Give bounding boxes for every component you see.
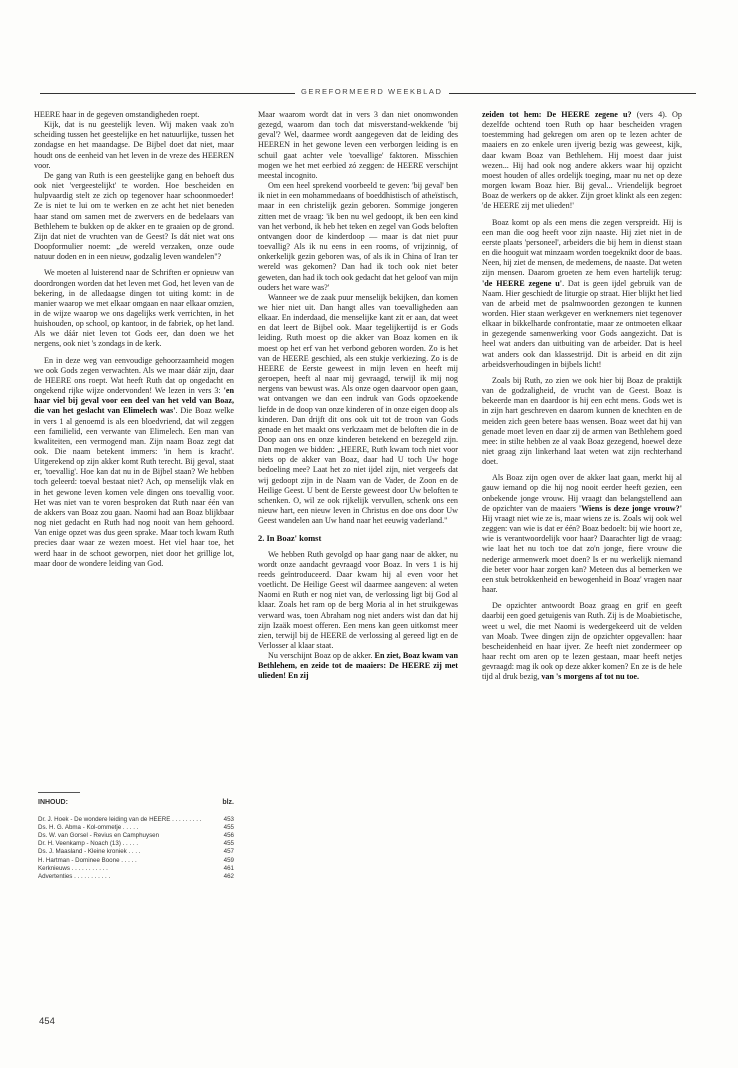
toc-row: H. Hartman - Dominee Boone . . . . . 459 (38, 856, 234, 864)
paragraph: De gang van Ruth is een geestelijke gang en behoeft dus ook niet 'vergeestelijkt' te worden. Hoe bescheiden en hulpvaardig stelt ze zich op tegenover haar schoonmoeder! Ze is niet te lui om te werken en ze acht het niet beneden haar stand om samen met de zwervers en de bedelaars van Bethlehem te bukken op de akker en te graaien op de grond. Zijn dat niet de vruchten van de Geest? Is dát niet wat ons Doopformulier noemt: „de wereld verzaken, onze oude natuur doden en in een nieuw, godzalig leven wandelen"? (34, 170, 234, 262)
paragraph: Kijk, dat is nu geestelijk leven. Wij maken vaak zo'n scheiding tussen het geestelijke en het natuurlijke, tussen het zondagse en het maandagse. De Bijbel doet dat niet, maar houdt ons de eenheid van het leven in de vreze des HEEREN voor. (34, 120, 234, 170)
column-1 (34, 110, 234, 569)
paragraph: Nu verschijnt Boaz op de akker. En ziet, Boaz kwam van Bethlehem, en zeide tot de maaiers: De HEERE zij met ulieden! En zij (258, 651, 459, 681)
toc-heading: INHOUD: (38, 799, 68, 806)
paragraph: Boaz komt op als een mens die zegen verspreidt. Hij is een man die oog heeft voor zijn naaste. Hij ziet niet in de eerste plaats 'personeel', arbeiders die bij hem in dienst staan en die hooguit wat minzaam worden toegeknikt door de baas. Neen, hij ziet de mensen, de medemens, de naaste. Dat weten zijn mensen. Daarom groeten ze hem even hartelijk terug: 'de HEERE zegene u'. Dat is geen ijdel gebruik van de Naam. Hier geschiedt de liturgie op straat. Hier blijkt het lied van de arbeid met de psalmwoorden gezongen te kunnen worden. Hier staan werkgever en werknemers niet tegenover elkaar in bikkelharde confrontatie, maar ze ontmoeten elkaar in gezegende samenwerking voor Gods aangezicht. Dat is heel wat anders dan uitbuiting van de arbeider. Dat is heel wat anders ook dan klassestrijd. Dit is arbeid en dit zijn arbeidsverhoudingen in bijbels licht! (482, 217, 682, 369)
section-heading: 2. In Boaz' komst (258, 533, 322, 544)
page-number: 454 (39, 1016, 55, 1027)
paragraph: De opzichter antwoordt Boaz graag en grif en geeft daarbij een goed getuigenis van Ruth. Zij is de Moabietische, weet u wel, die met Naomi is wedergekeerd uit de velden van Moab. Twee dingen zijn de opzichter opgevallen: haar bescheidenheid en haar ijver. Ze heeft niet zondermeer op haar recht om aren op te lezen gestaan, maar heeft netjes gevraagd: mag ik ook op deze akker komen? En ze is de hele tijd al druk bezig, van 's morgens af tot nu toe. (482, 601, 682, 682)
scripture-quote: En ziet, Boaz kwam van Bethlehem, en zeide tot de maaiers: De HEERE zij met ulieden! En zij (258, 651, 459, 681)
scripture-quote: 'Wiens is deze jonge vrouw?' (578, 503, 682, 513)
toc-row: Ds. J. Maasland - Kleine kroniek . . . . 457 (38, 848, 234, 856)
toc-row: Dr. J. Hoek - De wondere leiding van de HEERE . . . . . . . . . 453 (38, 816, 234, 824)
running-header (40, 87, 700, 101)
toc-row: Ds. H. G. Abma - Kol-ommetje . . . . . 455 (38, 824, 234, 832)
toc-row: Kerknieuws . . . . . . . . . . . 461 (38, 864, 234, 872)
paragraph: We moeten al luisterend naar de Schriften er opnieuw van doordrongen worden dat het leven met God, het leven van de bekering, in de alledaagse dingen tot uiting komt: in de manier waarop we met elkaar omgaan en naar elkaar omzien, in de wijze waarop we ons dagelijks werk verrichten, in het huishouden, op school, op kantoor, in de fabriek, op het land. Als we dáár niet leven tot Gods eer, dan doen we het nergens, ook niet 's zondags in de kerk. (34, 268, 234, 349)
scripture-quote: 'de HEERE zegene u' (482, 278, 563, 288)
scripture-quote: 'en haar viel bij geval voor een deel van het veld van Boaz, die van het geslacht van Elimelech was' (34, 386, 234, 416)
scripture-quote: zeiden tot hem: De HEERE zegene u? (482, 110, 632, 119)
journal-title: GEREFORMEERD WEEKBLAD (295, 87, 449, 96)
toc-page-label: blz. (222, 799, 234, 806)
toc-row: Advertenties . . . . . . . . . . . 462 (38, 872, 234, 880)
paragraph: Als Boaz zijn ogen over de akker laat gaan, merkt hij al gauw iemand op die hij nog nooit eerder heeft gezien, een onbekende jonge vrouw. Hij vraagt dan belangstellend aan de opzichter van de maaiers 'Wiens is deze jonge vrouw?' Hij vraagt niet wie ze is, maar wiens ze is. Zoals wij ook wel zeggen: van wie is dat er één? Boaz bedoelt: bij wie hoort ze, wie is verantwoordelijk voor haar? Daarachter ligt de vraag: wie laat het nu toch toe dat zo'n jonge, fiere vrouw die nederige armenwerk moet doen? Is er nu werkelijk niemand die beter voor haar zorgen kan? Meteen dus al bemerken we een stuk betrokkenheid en bewogenheid in Boaz' vragen naar haar. (482, 473, 682, 595)
paragraph: We hebben Ruth gevolgd op haar gang naar de akker, nu wordt onze aandacht gevraagd voor Boaz. In vers 1 is hij reeds geïntroduceerd. Daar kwam hij al even voor het voetlicht. De Heilige Geest wil daarmee aangeven: al weten Naomi en Ruth er nog niet van, de verlossing ligt bij God al klaar. Zoals het ram op de berg Moria al in het struikgewas verward was, toen Abraham nog niet anders wist dan dat hij zijn Izaäk moest offeren. Een mens kan geen uitkomst meer zien, terwijl bij de HEERE de verlossing al gereed ligt en de Verlosser al klaar staat. (258, 549, 458, 650)
paragraph: Maar waarom wordt dat in vers 3 dan niet onomwonden gezegd, waarom dan toch dat misverstand-wekkende 'bij geval'? Wel, daarmee wordt aangegeven dat de leiding des HEEREN in het gewone leven een verborgen leiding is en schuil gaat achter vele 'toevallige' faktoren. Misschien mogen we het met eerbied zó zeggen: de HEERE verschijnt meestal incognito. (258, 110, 458, 180)
column-3 (482, 110, 682, 682)
column-2 (258, 110, 458, 682)
emphasis: van 's morgens af tot nu toe. (541, 672, 640, 682)
paragraph: HEERE haar in de gegeven omstandigheden roept. (34, 110, 200, 119)
paragraph: Om een heel sprekend voorbeeld te geven: 'bij geval' ben ik niet in een mohammedaans of boeddhistisch of atheïstisch, maar in een christelijk gezin geboren. Sommige jongeren zitten met de vraag: 'ik ben nu wel gedoopt, ik ben een kind van het verbond, ik heb het teken en zegel van Gods beloften ontvangen door de kinderdoop — maar is dat niet puur toevallig? Als ik nu eens in een rooms, of vrijzinnig, of onkerkelijk gezin geboren was, of als ik in China of Iran ter wereld was gekomen? Dan had ik toch ook niet beter geweten, dan had ik toch ook gedacht dat het geloof van mijn ouders het ware was?' (258, 181, 458, 292)
toc-row: Dr. H. Veenkamp - Noach (13) . . . . . 455 (38, 840, 234, 848)
paragraph: Wanneer we de zaak puur menselijk bekijken, dan komen we hier niet uit. Dan hangt alles van toevalligheden aan elkaar. En inderdaad, die menselijke kant zit er aan, dat weet en dat leert de Bijbel ook. Maar tegelijkertijd is er Gods leiding. Ruth moest op die akker van Boaz komen en ik moest op het erf van het verbond geboren worden. Zo is het van de HEERE geschied, als een stukje verkiezing. Zo is de HEERE de Eerste geweest in mijn leven en heeft mij geroepen, heeft al naar mij gevraagd, terwijl ik mij nog nergens van bewust was. Als onze ogen daarvoor open gaan, wat ontvangen we dan een indruk van Gods opzoekende liefde in de doop van onze kinderen of in onze eigen doop als kinderen. Dan drijft dit ons ook uit tot de troon van Gods genade en het maakt ons verkzaam met de beloften die in de Doop aan ons en onze kinderen betekend en bezegeld zijn. Dan mogen we bidden: „HEERE, Ruth kwam toch niet voor niets op de akker van Boaz, daar had U toch Uw hoge bedoeling mee? Laat het zo niet ijdel zijn, niet vergeefs dat wij gedoopt zijn in de Naam van de Vader, de Zoon en de Heilige Geest. U bent de Eerste geweest door Uw beloften te schenken. O, wil ze ook rijkelijk vervullen, schenk ons een nieuw hart, een nieuw leven in Christus en doe ons door Uw Geest wandelen aan Uw hand naar het eeuwig vaderland." (258, 292, 458, 526)
toc-rule (38, 792, 80, 793)
paragraph: zeiden tot hem: De HEERE zegene u? (vers 4). Op dezelfde ochtend toen Ruth op haar bescheiden vragen toestemming had gekregen om aren op te lezen achter de maaiers en zo enkele uren ijverig bezig was geweest, kijk, daar kwam Boaz van Bethlehem. Hij moest daar juist wezen... Hij had ook nog andere akkers waar hij opzicht moest houden of alles ordelijk toeging, maar nu net op deze morgen kwam Boaz hier. Bij geval... Vriendelijk begroet Boaz de werkers op de akker. Zijn groet klinkt als een zegen: 'de HEERE zij met ulieden!' (482, 110, 682, 211)
toc-row: Ds. W. van Gorsel - Revius en Camphuysen 456 (38, 832, 234, 840)
paragraph: Zoals bij Ruth, zo zien we ook hier bij Boaz de praktijk van de godzaligheid, de vrucht van de Geest. Boaz is bekeerde man en daardoor is hij een echt mens. Gods wet is in zijn hart geschreven en daarom kunnen de knechten en de meiden zich geen betere baas wensen. Boaz weet dat hij van genade moet leven en daar zij de armen van Bethlehem goed mee: in stilte hebben ze al vaak Boaz gezegend, hoewel deze niet graag zijn linkerhand laat weten wat zijn rechterhand doet. (482, 375, 682, 467)
paragraph: En in deze weg van eenvoudige gehoorzaamheid mogen we ook Gods zegen verwachten. Als we maar dáár zijn, daar de HEERE ons roept. Wat heeft Ruth dat op ongedacht en ongekend rijke wijze ondervonden! We lezen in vers 3: 'en haar viel bij geval voor een deel van het veld van Boaz, die van het geslacht van Elimelech was'. Die Boaz welke in vers 1 al genoemd is als een bloedvriend, dat wil zeggen een familielid, een verwante van Elimelech. Een man van kwaliteiten, een vermogend man. Zijn naam Boaz zegt dat ook. Die naam betekent immers: 'in hem is kracht'. Uitgerekend op zijn akker komt Ruth terecht. Bij geval, staat er, 'toevallig'. Hoe kan dat nu in de Bijbel staan? We hebben toch geleerd: toeval bestaat niet? Ach, op menselijk vlak en in het gewone leven komen vele dingen ons toevallig voor. Het was niet van te voren besproken dat Ruth naar één van de akkers van Boaz zou gaan. Naomi had aan Boaz blijkbaar nog niet gedacht en Ruth had nog nooit van hem gehoord. Van enige opzet was dus geen sprake. Maar toch kwam Ruth precies daar waar ze wezen moest. Het viel haar toe, het werd haar in de schoot geworpen, niet door het grillige lot, maar door de wondere leiding van God. (34, 355, 234, 568)
table-of-contents (38, 792, 234, 881)
